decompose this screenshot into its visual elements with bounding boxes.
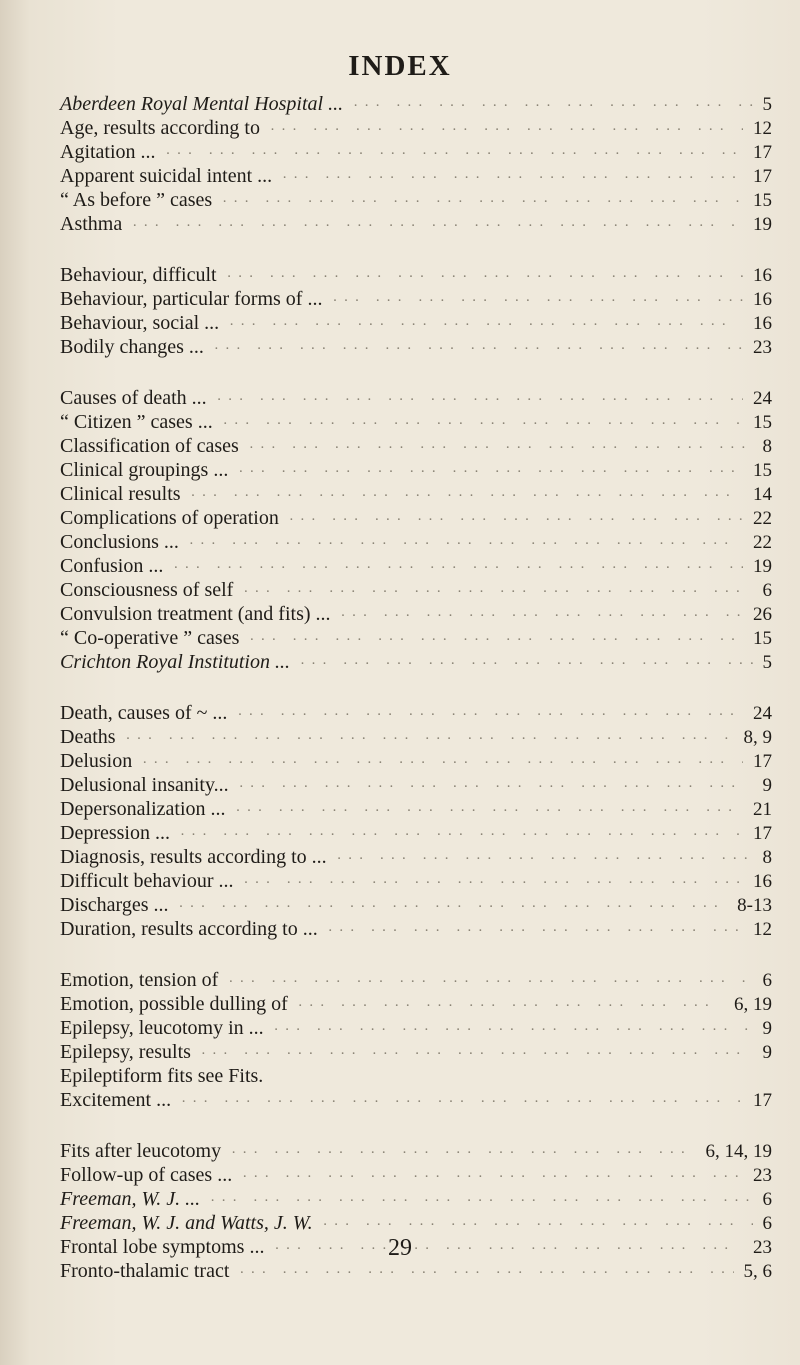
index-term: Freeman, W. J. and Watts, J. W. <box>60 1212 313 1234</box>
index-entry <box>60 773 772 797</box>
index-page-ref: 6, 14, 19 <box>705 1141 772 1162</box>
dot-leader <box>231 1141 695 1165</box>
index-letter-group <box>60 701 772 941</box>
index-term: Apparent suicidal intent ... <box>60 165 273 187</box>
index-term: “ As before ” cases <box>60 189 213 211</box>
index-page-ref: 23 <box>753 1165 772 1186</box>
index-term: Duration, results according to ... <box>60 918 318 940</box>
index-term: “ Citizen ” cases ... <box>60 411 213 433</box>
index-entry <box>60 530 772 554</box>
index-entry <box>60 845 772 869</box>
index-page-ref: 16 <box>753 289 772 310</box>
index-entry <box>60 212 772 236</box>
index-term: Difficult behaviour ... <box>60 870 234 892</box>
index-page-ref: 5 <box>762 94 772 115</box>
dot-leader <box>323 1213 753 1237</box>
index-term: Deaths <box>60 726 116 748</box>
index-entry <box>60 1064 772 1088</box>
index-entry <box>60 968 772 992</box>
index-page-ref: 15 <box>753 190 772 211</box>
index-page-ref: 17 <box>753 142 772 163</box>
index-term: Age, results according to <box>60 117 260 139</box>
index-term: Discharges ... <box>60 894 169 916</box>
index-term: Confusion ... <box>60 555 164 577</box>
index-entry <box>60 917 772 941</box>
index-term: Clinical groupings ... <box>60 459 229 481</box>
dot-leader <box>236 799 744 823</box>
index-page-ref: 17 <box>753 1090 772 1111</box>
dot-leader <box>227 265 743 289</box>
index-entry <box>60 311 772 335</box>
index-entry <box>60 797 772 821</box>
dot-leader <box>237 703 743 727</box>
index-page-ref: 5, 6 <box>743 1261 772 1282</box>
dot-leader <box>181 1090 743 1114</box>
dot-leader <box>249 628 743 652</box>
index-page-ref: 22 <box>753 532 772 553</box>
index-page-ref: 23 <box>753 1237 772 1258</box>
index-entry <box>60 434 772 458</box>
index-entry <box>60 92 772 116</box>
index-entry <box>60 821 772 845</box>
index-term: Asthma <box>60 213 123 235</box>
index-entry <box>60 725 772 749</box>
index-page-ref: 9 <box>762 1018 772 1039</box>
dot-leader <box>217 388 743 412</box>
index-page-ref: 19 <box>753 214 772 235</box>
dot-leader <box>132 214 743 238</box>
index-term: Fits after leucotomy <box>60 1140 222 1162</box>
index-page-ref: 14 <box>753 484 772 505</box>
dot-leader <box>239 1261 733 1285</box>
index-term: Epilepsy, leucotomy in ... <box>60 1017 264 1039</box>
index-page-ref: 6 <box>762 1213 772 1234</box>
index-letter-group <box>60 968 772 1112</box>
dot-leader <box>238 460 743 484</box>
index-entry <box>60 650 772 674</box>
index-term: Classification of cases <box>60 435 239 457</box>
index-term: Aberdeen Royal Mental Hospital ... <box>60 93 344 115</box>
dot-leader <box>223 412 743 436</box>
index-page-ref: 8 <box>762 847 772 868</box>
index-page-ref: 9 <box>762 775 772 796</box>
dot-leader <box>180 823 743 847</box>
index-entry <box>60 893 772 917</box>
dot-leader <box>282 166 743 190</box>
index-letter-group <box>60 263 772 359</box>
index-term: Bodily changes ... <box>60 336 204 358</box>
index-term: Depersonalization ... <box>60 798 226 820</box>
index-term: Excitement ... <box>60 1089 172 1111</box>
index-page-ref: 6, 19 <box>734 994 772 1015</box>
page-title: INDEX <box>348 50 452 82</box>
index-page-ref: 22 <box>753 508 772 529</box>
index-entry <box>60 869 772 893</box>
index-term: Fronto-thalamic tract <box>60 1260 230 1282</box>
index-term: Convulsion treatment (and fits) ... <box>60 603 331 625</box>
index-term: “ Co-operative ” cases <box>60 627 240 649</box>
index-page-ref: 19 <box>753 556 772 577</box>
index-page-ref: 17 <box>753 166 772 187</box>
index-term: Complications of operation <box>60 507 279 529</box>
page-number: 29 <box>388 1235 412 1261</box>
index-entry <box>60 506 772 530</box>
dot-leader <box>243 580 752 604</box>
dot-leader <box>214 337 743 361</box>
dot-leader <box>300 652 753 676</box>
index-term: Agitation ... <box>60 141 156 163</box>
index-term: Delusional insanity... <box>60 774 229 796</box>
index-entry <box>60 140 772 164</box>
dot-leader <box>142 751 743 775</box>
index-term: Frontal lobe symptoms ... <box>60 1236 265 1258</box>
index-page-ref: 8 <box>762 436 772 457</box>
index-entry <box>60 1016 772 1040</box>
index-entry <box>60 386 772 410</box>
dot-leader <box>242 1165 743 1189</box>
index-entry <box>60 626 772 650</box>
index-page-ref: 16 <box>753 265 772 286</box>
dot-leader <box>228 970 752 994</box>
index-term: Death, causes of ~ ... <box>60 702 228 724</box>
index-entry <box>60 1259 772 1283</box>
dot-leader <box>289 508 743 532</box>
index-page-ref: 8, 9 <box>743 727 772 748</box>
index-page-ref: 6 <box>762 1189 772 1210</box>
index-entry <box>60 458 772 482</box>
index-page-ref: 15 <box>753 460 772 481</box>
index-page-ref: 24 <box>753 703 772 724</box>
index-entry <box>60 602 772 626</box>
dot-leader <box>274 1018 753 1042</box>
index-page-ref: 12 <box>753 919 772 940</box>
dot-leader <box>341 604 743 628</box>
dot-leader <box>166 142 743 166</box>
index-entry <box>60 116 772 140</box>
dot-leader <box>210 1189 752 1213</box>
index-page-ref: 5 <box>762 652 772 673</box>
index-term: Clinical results <box>60 483 181 505</box>
index-entry <box>60 1139 772 1163</box>
index-entry <box>60 263 772 287</box>
dot-leader <box>189 532 743 556</box>
index-entry <box>60 482 772 506</box>
index-page-ref: 9 <box>762 1042 772 1063</box>
index-term: Freeman, W. J. ... <box>60 1188 201 1210</box>
index-entry <box>60 1040 772 1064</box>
index-page-ref: 17 <box>753 751 772 772</box>
index-page-ref: 17 <box>753 823 772 844</box>
index-term: Conclusions ... <box>60 531 179 553</box>
index-term: Behaviour, particular forms of ... <box>60 288 323 310</box>
index-term: Causes of death ... <box>60 387 207 409</box>
index-term: Emotion, possible dulling of <box>60 993 288 1015</box>
index-entry <box>60 164 772 188</box>
index-page-ref: 6 <box>762 580 772 601</box>
index-entry <box>60 287 772 311</box>
index-page-ref: 12 <box>753 118 772 139</box>
index-entry <box>60 1211 772 1235</box>
index-term: Delusion <box>60 750 133 772</box>
index-entry <box>60 578 772 602</box>
index-letter-group <box>60 92 772 236</box>
index-page-ref: 16 <box>753 313 772 334</box>
index-entry <box>60 554 772 578</box>
dot-leader <box>353 94 752 118</box>
dot-leader <box>337 847 753 871</box>
index-page-ref: 16 <box>753 871 772 892</box>
index-term: Behaviour, difficult <box>60 264 217 286</box>
dot-leader <box>191 484 743 508</box>
index-term: Epilepsy, results <box>60 1041 191 1063</box>
index-page-ref: 15 <box>753 412 772 433</box>
index-entry <box>60 1163 772 1187</box>
index-page-ref: 15 <box>753 628 772 649</box>
index-letter-group <box>60 386 772 674</box>
dot-leader <box>298 994 724 1018</box>
index-page-ref: 26 <box>753 604 772 625</box>
index-entry <box>60 410 772 434</box>
index-term: Crichton Royal Institution ... <box>60 651 290 673</box>
dot-leader <box>201 1042 753 1066</box>
index-entry <box>60 992 772 1016</box>
index-term: Epileptiform fits see Fits. <box>60 1065 264 1087</box>
index-term: Depression ... <box>60 822 170 844</box>
index-entry <box>60 188 772 212</box>
dot-leader <box>249 436 753 460</box>
index-page-ref: 24 <box>753 388 772 409</box>
dot-leader <box>126 727 734 751</box>
dot-leader <box>332 289 743 313</box>
index-term: Consciousness of self <box>60 579 234 601</box>
dot-leader <box>222 190 743 214</box>
dot-leader <box>243 871 743 895</box>
index-entry <box>60 1088 772 1112</box>
dot-leader <box>328 919 743 943</box>
index-term: Behaviour, social ... <box>60 312 220 334</box>
index-page-ref: 6 <box>762 970 772 991</box>
dot-leader <box>173 556 743 580</box>
index-term: Follow-up of cases ... <box>60 1164 233 1186</box>
dot-leader <box>270 118 743 142</box>
dot-leader <box>229 313 743 337</box>
index-page-ref: 23 <box>753 337 772 358</box>
index-entry <box>60 701 772 725</box>
index-entry <box>60 749 772 773</box>
index-entry <box>60 335 772 359</box>
index-list <box>60 92 772 1310</box>
dot-leader <box>239 775 753 799</box>
index-page-ref: 8-13 <box>737 895 772 916</box>
index-term: Diagnosis, results according to ... <box>60 846 327 868</box>
index-term: Emotion, tension of <box>60 969 219 991</box>
index-page-ref: 21 <box>753 799 772 820</box>
dot-leader <box>179 895 728 919</box>
index-entry <box>60 1187 772 1211</box>
